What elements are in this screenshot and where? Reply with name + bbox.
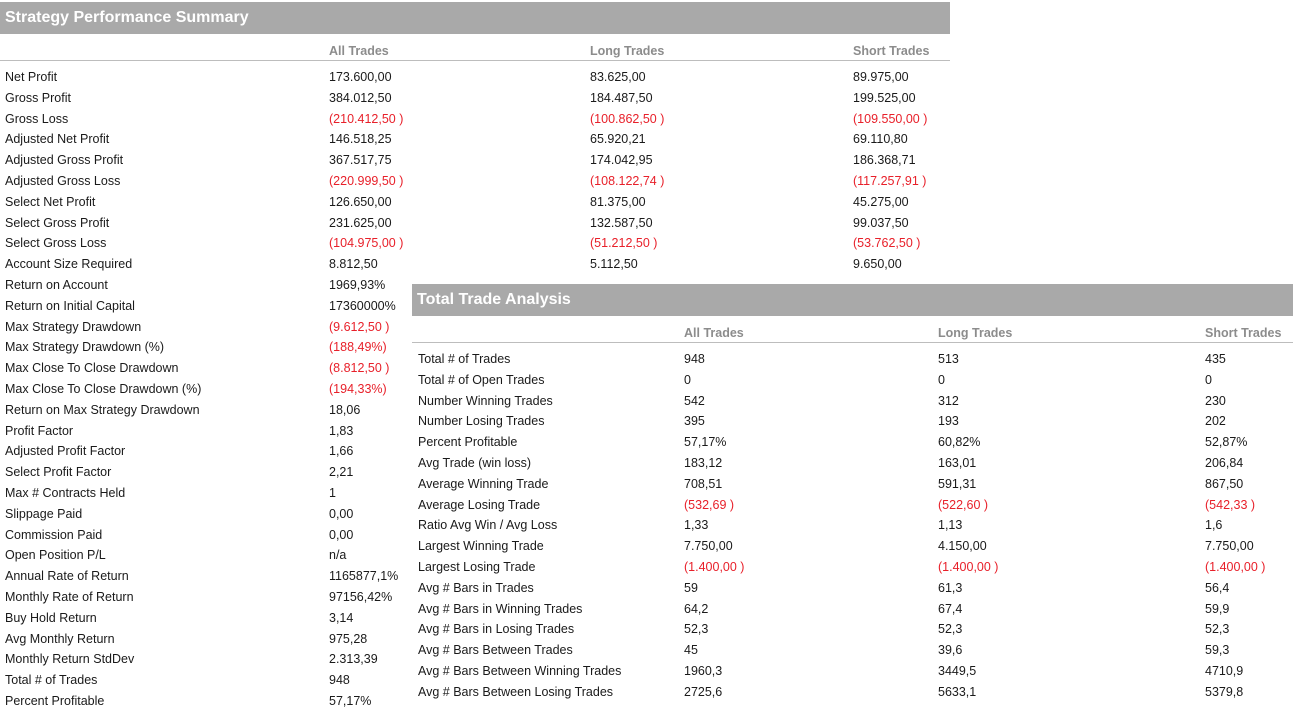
cell-short-trades: (117.257,91 ): [853, 173, 927, 188]
cell-all-trades: 542: [684, 393, 705, 408]
row-label: Avg # Bars Between Winning Trades: [418, 663, 622, 678]
table-row: [412, 640, 1293, 661]
cell-long-trades: 39,6: [938, 643, 963, 658]
cell-all-trades: 59: [684, 580, 698, 595]
row-label: Buy Hold Return: [5, 610, 97, 625]
cell-all-trades: (220.999,50 ): [329, 173, 404, 188]
cell-long-trades: 3449,5: [938, 663, 977, 678]
cell-long-trades: 60,82%: [938, 435, 981, 450]
table-row: [412, 661, 1293, 682]
cell-short-trades: 199.525,00: [853, 90, 916, 105]
cell-all-trades: 8.812,50: [329, 257, 378, 272]
cell-long-trades: (108.122,74 ): [590, 173, 665, 188]
row-label: Avg Monthly Return: [5, 631, 115, 646]
total-trade-analysis-panel: [412, 284, 1293, 703]
table-row: [412, 370, 1293, 391]
cell-long-trades: 81.375,00: [590, 194, 646, 209]
table-row: [412, 599, 1293, 620]
cell-all-trades: 18,06: [329, 402, 361, 417]
table-row: [412, 515, 1293, 536]
column-header-row: [0, 34, 950, 61]
cell-all-trades: 975,28: [329, 631, 368, 646]
row-label: Average Losing Trade: [418, 497, 541, 512]
cell-all-trades: 173.600,00: [329, 70, 392, 84]
table-row: [0, 109, 950, 130]
row-label: Adjusted Gross Loss: [5, 173, 121, 188]
cell-all-trades: 948: [684, 352, 705, 366]
cell-short-trades: 0: [1205, 372, 1212, 387]
cell-all-trades: 1960,3: [684, 663, 723, 678]
row-label: Commission Paid: [5, 527, 103, 542]
cell-short-trades: 4710,9: [1205, 663, 1244, 678]
column-header-all-trades: All Trades: [684, 326, 744, 340]
row-label: Monthly Return StdDev: [5, 652, 135, 667]
row-label: Return on Initial Capital: [5, 298, 135, 313]
row-label: Net Profit: [5, 70, 58, 84]
cell-long-trades: 132.587,50: [590, 215, 653, 230]
cell-short-trades: 186.368,71: [853, 153, 916, 168]
row-label: Select Gross Loss: [5, 236, 107, 251]
cell-all-trades: 2.313,39: [329, 652, 378, 667]
cell-short-trades: 435: [1205, 352, 1226, 366]
row-label: Number Winning Trades: [418, 393, 553, 408]
cell-all-trades: 45: [684, 643, 698, 658]
row-label: Max Close To Close Drawdown (%): [5, 381, 202, 396]
row-label: Select Net Profit: [5, 194, 96, 209]
cell-short-trades: 5379,8: [1205, 684, 1244, 699]
table-row: [0, 213, 950, 234]
row-label: Profit Factor: [5, 423, 74, 438]
analysis-rows: [412, 343, 1293, 703]
cell-long-trades: 193: [938, 414, 959, 429]
cell-all-trades: 1,83: [329, 423, 354, 438]
cell-all-trades: 97156,42%: [329, 589, 393, 604]
cell-all-trades: (1.400,00 ): [684, 559, 745, 574]
cell-short-trades: 230: [1205, 393, 1226, 408]
cell-short-trades: 69.110,80: [853, 132, 908, 147]
cell-long-trades: 174.042,95: [590, 153, 653, 168]
cell-all-trades: 395: [684, 414, 705, 429]
cell-short-trades: 206,84: [1205, 455, 1244, 470]
cell-long-trades: 5.112,50: [590, 257, 638, 272]
cell-short-trades: (109.550,00 ): [853, 111, 928, 126]
cell-long-trades: 591,31: [938, 476, 977, 491]
column-header-all-trades: All Trades: [329, 44, 389, 58]
row-label: Max Strategy Drawdown (%): [5, 340, 165, 355]
row-label: Percent Profitable: [5, 693, 105, 708]
cell-long-trades: 52,3: [938, 622, 963, 637]
row-label: Avg # Bars in Losing Trades: [418, 622, 575, 637]
cell-long-trades: 312: [938, 393, 959, 408]
panel-title: Strategy Performance Summary: [0, 2, 950, 34]
cell-all-trades: 1: [329, 485, 336, 500]
cell-short-trades: 56,4: [1205, 580, 1230, 595]
cell-all-trades: (210.412,50 ): [329, 111, 404, 126]
table-row: [0, 67, 950, 88]
cell-all-trades: 0,00: [329, 506, 354, 521]
cell-long-trades: 184.487,50: [590, 90, 653, 105]
cell-all-trades: 367.517,75: [329, 153, 392, 168]
row-label: Select Profit Factor: [5, 465, 112, 480]
cell-long-trades: 61,3: [938, 580, 963, 595]
cell-long-trades: (1.400,00 ): [938, 559, 999, 574]
cell-long-trades: 67,4: [938, 601, 963, 616]
cell-all-trades: 948: [329, 673, 350, 688]
cell-all-trades: 1969,93%: [329, 277, 386, 292]
table-row: [0, 150, 950, 171]
cell-all-trades: (194,33%): [329, 381, 387, 396]
row-label: Gross Profit: [5, 90, 71, 105]
table-row: [412, 474, 1293, 495]
row-label: Avg # Bars in Winning Trades: [418, 601, 583, 616]
cell-all-trades: n/a: [329, 548, 347, 563]
table-row: [412, 682, 1293, 703]
row-label: Number Losing Trades: [418, 414, 545, 429]
row-label: Ratio Avg Win / Avg Loss: [418, 518, 558, 533]
cell-long-trades: 513: [938, 352, 959, 366]
table-row: [412, 391, 1293, 412]
cell-short-trades: 52,3: [1205, 622, 1230, 637]
table-row: [0, 88, 950, 109]
cell-all-trades: (8.812,50 ): [329, 361, 390, 376]
row-label: Avg # Bars in Trades: [418, 580, 534, 595]
cell-all-trades: 7.750,00: [684, 539, 733, 554]
cell-all-trades: (532,69 ): [684, 497, 735, 512]
table-row: [0, 171, 950, 192]
cell-all-trades: 183,12: [684, 455, 723, 470]
row-label: Max Strategy Drawdown: [5, 319, 142, 334]
cell-all-trades: (9.612,50 ): [329, 319, 390, 334]
cell-short-trades: 89.975,00: [853, 70, 909, 84]
cell-long-trades: (51.212,50 ): [590, 236, 658, 251]
table-row: [412, 557, 1293, 578]
cell-short-trades: 867,50: [1205, 476, 1244, 491]
cell-all-trades: (188,49%): [329, 340, 387, 355]
row-label: Total # of Trades: [5, 673, 98, 688]
cell-short-trades: (53.762,50 ): [853, 236, 921, 251]
cell-all-trades: 57,17%: [329, 693, 372, 708]
row-label: Avg # Bars Between Losing Trades: [418, 684, 614, 699]
cell-short-trades: 45.275,00: [853, 194, 909, 209]
cell-long-trades: 5633,1: [938, 684, 977, 699]
row-label: Select Gross Profit: [5, 215, 110, 230]
table-row: [412, 432, 1293, 453]
table-row: [0, 254, 950, 275]
cell-all-trades: 0: [684, 372, 691, 387]
cell-all-trades: 126.650,00: [329, 194, 392, 209]
cell-all-trades: (104.975,00 ): [329, 236, 404, 251]
cell-all-trades: 2725,6: [684, 684, 723, 699]
row-label: Adjusted Profit Factor: [5, 444, 126, 459]
cell-long-trades: 4.150,00: [938, 539, 987, 554]
row-label: Adjusted Net Profit: [5, 132, 110, 147]
row-label: Return on Account: [5, 277, 108, 292]
table-row: [0, 233, 950, 254]
cell-all-trades: 1,66: [329, 444, 354, 459]
cell-all-trades: 64,2: [684, 601, 709, 616]
cell-long-trades: 65.920,21: [590, 132, 646, 147]
cell-short-trades: 9.650,00: [853, 257, 902, 272]
column-header-row: [412, 316, 1293, 343]
table-row: [412, 578, 1293, 599]
cell-short-trades: 1,6: [1205, 518, 1223, 533]
cell-all-trades: 52,3: [684, 622, 709, 637]
table-row: [0, 129, 950, 150]
column-header-long-trades: Long Trades: [590, 44, 665, 58]
cell-long-trades: (100.862,50 ): [590, 111, 665, 126]
column-header-short-trades: Short Trades: [1205, 326, 1282, 340]
table-row: [412, 619, 1293, 640]
cell-all-trades: 146.518,25: [329, 132, 392, 147]
table-row: [412, 349, 1293, 370]
cell-all-trades: 1165877,1%: [329, 569, 399, 584]
row-label: Gross Loss: [5, 111, 69, 126]
cell-short-trades: 7.750,00: [1205, 539, 1254, 554]
row-label: Largest Losing Trade: [418, 559, 536, 574]
cell-all-trades: 0,00: [329, 527, 354, 542]
row-label: Largest Winning Trade: [418, 539, 544, 554]
row-label: Percent Profitable: [418, 435, 518, 450]
cell-all-trades: 17360000%: [329, 298, 396, 313]
cell-long-trades: 163,01: [938, 455, 977, 470]
column-header-long-trades: Long Trades: [938, 326, 1013, 340]
cell-long-trades: 1,13: [938, 518, 963, 533]
row-label: Return on Max Strategy Drawdown: [5, 402, 200, 417]
row-label: Open Position P/L: [5, 548, 106, 563]
cell-long-trades: 83.625,00: [590, 70, 646, 84]
row-label: Monthly Rate of Return: [5, 589, 134, 604]
row-label: Average Winning Trade: [418, 476, 549, 491]
cell-long-trades: 0: [938, 372, 945, 387]
row-label: Avg Trade (win loss): [418, 455, 532, 470]
cell-long-trades: (522,60 ): [938, 497, 989, 512]
row-label: Annual Rate of Return: [5, 569, 129, 584]
table-row: [0, 192, 950, 213]
row-label: Max Close To Close Drawdown: [5, 361, 179, 376]
table-row: [412, 536, 1293, 557]
cell-all-trades: 384.012,50: [329, 90, 392, 105]
column-header-short-trades: Short Trades: [853, 44, 930, 58]
row-label: Total # of Open Trades: [418, 372, 545, 387]
cell-all-trades: 231.625,00: [329, 215, 392, 230]
table-row: [412, 453, 1293, 474]
cell-short-trades: 59,9: [1205, 601, 1230, 616]
row-label: Total # of Trades: [418, 352, 511, 366]
cell-short-trades: 52,87%: [1205, 435, 1248, 450]
row-label: Slippage Paid: [5, 506, 83, 521]
cell-short-trades: (542,33 ): [1205, 497, 1256, 512]
row-label: Avg # Bars Between Trades: [418, 643, 573, 658]
cell-short-trades: 99.037,50: [853, 215, 909, 230]
cell-all-trades: 57,17%: [684, 435, 727, 450]
cell-short-trades: 59,3: [1205, 643, 1230, 658]
table-row: [412, 411, 1293, 432]
cell-all-trades: 708,51: [684, 476, 723, 491]
row-label: Max # Contracts Held: [5, 485, 126, 500]
row-label: Adjusted Gross Profit: [5, 153, 124, 168]
cell-short-trades: 202: [1205, 414, 1226, 429]
panel-title: Total Trade Analysis: [412, 284, 1293, 316]
cell-all-trades: 2,21: [329, 465, 354, 480]
row-label: Account Size Required: [5, 257, 133, 272]
cell-short-trades: (1.400,00 ): [1205, 559, 1266, 574]
cell-all-trades: 3,14: [329, 610, 354, 625]
cell-all-trades: 1,33: [684, 518, 709, 533]
table-row: [412, 495, 1293, 516]
